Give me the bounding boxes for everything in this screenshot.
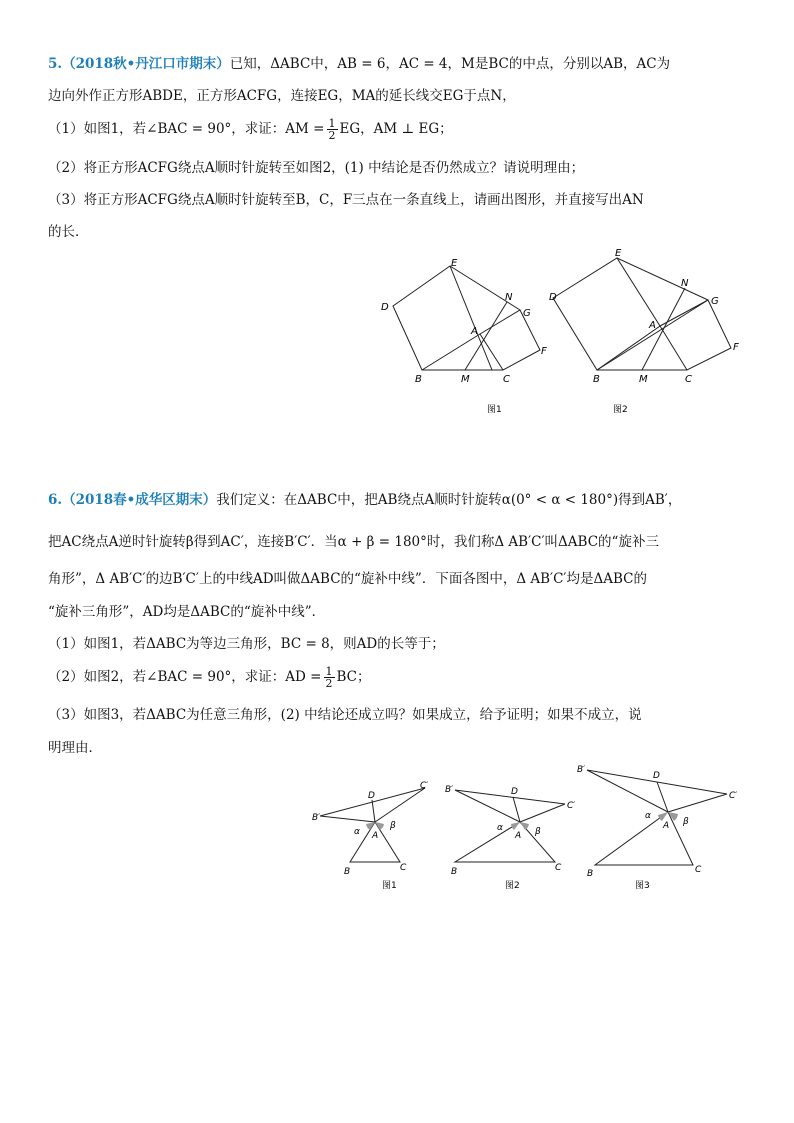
label-c-2: C [555, 863, 562, 873]
label-d: D [381, 302, 389, 313]
square-abde-2 [553, 258, 660, 370]
label-c-prime: C′ [420, 781, 429, 791]
q6-part-1: （1）如图1，若ΔABC为等边三角形，BC = 8，则AD的长等于； [48, 636, 445, 652]
label-b-prime: B′ [312, 813, 321, 823]
q5-figure-2 [545, 248, 745, 418]
label-beta-3: β [683, 817, 689, 827]
segment-ad [372, 800, 375, 822]
label-c-prime-3: C′ [729, 791, 738, 801]
triangle-abc-3 [595, 812, 693, 865]
label-a-2: A [515, 831, 522, 841]
segment-eg [450, 266, 520, 310]
q6-figure-2 [445, 780, 585, 895]
alpha-arc-2 [511, 822, 520, 830]
label-a-3: A [663, 821, 670, 831]
square-abde [393, 266, 492, 370]
label-b-2: B [451, 867, 458, 877]
segment-ac-prime-3 [668, 794, 727, 812]
label-d: D [368, 791, 375, 801]
label-n: N [505, 292, 513, 303]
q6-intro-4: “旋补三角形”，AD均是ΔABC的“旋补中线”． [48, 604, 326, 620]
label-alpha-2: α [497, 823, 503, 833]
segment-bc-prime-2 [455, 790, 565, 804]
q6-fraction [324, 666, 335, 689]
label-g-2: G [711, 296, 719, 307]
label-f-2: F [733, 342, 739, 353]
label-beta-2: β [535, 827, 541, 837]
label-c-prime-2: C′ [567, 801, 576, 811]
square-acfg [480, 310, 540, 370]
label-g: G [523, 308, 531, 319]
q6-fig1-caption: 图1 [382, 881, 397, 891]
label-c-3: C [695, 865, 702, 875]
label-b: B [415, 374, 422, 385]
q5-part1-suffix: EG，AM ⊥ EG； [339, 121, 453, 137]
q5-part-2: （2）将正方形ACFG绕点A顺时针旋转至如图2，(1) 中结论是否仍然成立？请说明理由； [48, 160, 585, 176]
q6-part2-prefix: （2）如图2，若∠BAC = 90°，求证：AD = [48, 669, 322, 685]
alpha-arc-3 [658, 812, 668, 821]
q6-part-2 [48, 666, 371, 689]
label-alpha-3: α [645, 811, 651, 821]
beta-arc-2 [520, 822, 529, 830]
q5-intro: 已知，ΔABC中，AB = 6，AC = 4，M是BC的中点，分别以AB，AC为 [229, 56, 671, 72]
beta-arc [375, 822, 384, 830]
label-b-prime-2: B′ [445, 785, 454, 795]
label-m: M [461, 374, 470, 385]
label-c-2: C [685, 374, 692, 385]
q6-line-1 [48, 490, 681, 510]
label-b: B [344, 867, 351, 877]
label-a: A [372, 831, 379, 841]
q5-frac-den: 2 [328, 129, 336, 142]
label-f: F [541, 346, 547, 357]
segment-bg-2 [597, 300, 708, 370]
segment-ac-prime-2 [520, 804, 565, 822]
label-n-2: N [681, 278, 689, 289]
q5-part1-prefix: （1）如图1，若∠BAC = 90°，求证：AM = [48, 121, 325, 137]
q6-fig2-caption: 图2 [505, 881, 520, 891]
label-alpha: α [354, 827, 360, 837]
label-d-2: D [549, 292, 557, 303]
q6-frac-num: 1 [325, 665, 333, 678]
q6-figure-3 [575, 760, 745, 895]
q5-fraction [327, 118, 338, 141]
label-b-prime-3: B′ [577, 765, 586, 775]
q5-figure-1 [375, 258, 565, 418]
q6-frac-den: 2 [325, 677, 333, 690]
q5-fig1-caption: 图1 [487, 405, 502, 415]
label-d-3: D [653, 771, 660, 781]
label-a: A [471, 326, 478, 337]
segment-ac-prime [375, 788, 425, 822]
q6-part-3b: 明理由． [48, 740, 102, 756]
q6-fig3-caption: 图3 [635, 881, 650, 891]
label-b-2: B [593, 374, 600, 385]
segment-ab-prime [320, 816, 375, 822]
label-c: C [400, 863, 407, 873]
segment-ad-2 [513, 797, 520, 822]
label-beta: β [390, 821, 396, 831]
q6-intro-2: 把AC绕点A逆时针旋转β得到AC′，连接B′C′．当α + β = 180°时，我们称Δ AB′C′叫ΔABC的“旋补三 [48, 534, 659, 550]
segment-ba [422, 334, 480, 370]
q5-part-3: （3）将正方形ACFG绕点A顺时针旋转至B，C，F三点在一条直线上，请画出图形，并直接写出AN [48, 192, 644, 208]
label-e: E [451, 258, 458, 269]
q5-frac-num: 1 [328, 117, 336, 130]
beta-arc-3 [668, 812, 678, 821]
q5-fig2-caption: 图2 [613, 405, 628, 415]
q6-part2-suffix: BC； [336, 669, 371, 685]
label-c: C [503, 374, 510, 385]
q5-intro-2: 边向外作正方形ABDE，正方形ACFG，连接EG，MA的延长线交EG于点N， [48, 88, 516, 104]
q5-source: （2018秋•丹江口市期末） [62, 56, 230, 72]
q5-part-3b: 的长． [48, 224, 89, 240]
q6-intro: 我们定义：在ΔABC中，把AB绕点A顺时针旋转α(0° < α < 180°)得到AB′， [216, 492, 682, 508]
label-a-2: A [649, 320, 656, 331]
q6-number: 6. [48, 492, 63, 508]
square-acfg-2 [660, 300, 731, 370]
label-m-2: M [639, 374, 648, 385]
q6-intro-3: 角形”，Δ AB′C′的边B′C′上的中线AD叫做ΔABC的“旋补中线”．下面各图中，Δ AB′C′均是ΔABC的 [48, 571, 647, 587]
q5-number: 5. [48, 56, 63, 72]
label-e-2: E [615, 248, 622, 259]
q6-source: （2018春•成华区期末） [62, 492, 217, 508]
q5-line-1 [48, 54, 670, 74]
q6-part-3: （3）如图3，若ΔABC为任意三角形，(2) 中结论还成立吗？如果成立，给予证明；如果不成立，说 [48, 707, 642, 723]
label-d-2: D [511, 787, 518, 797]
label-b-3: B [587, 869, 594, 879]
alpha-arc [366, 822, 375, 830]
q6-figure-1 [310, 780, 440, 895]
q5-part-1 [48, 118, 453, 141]
